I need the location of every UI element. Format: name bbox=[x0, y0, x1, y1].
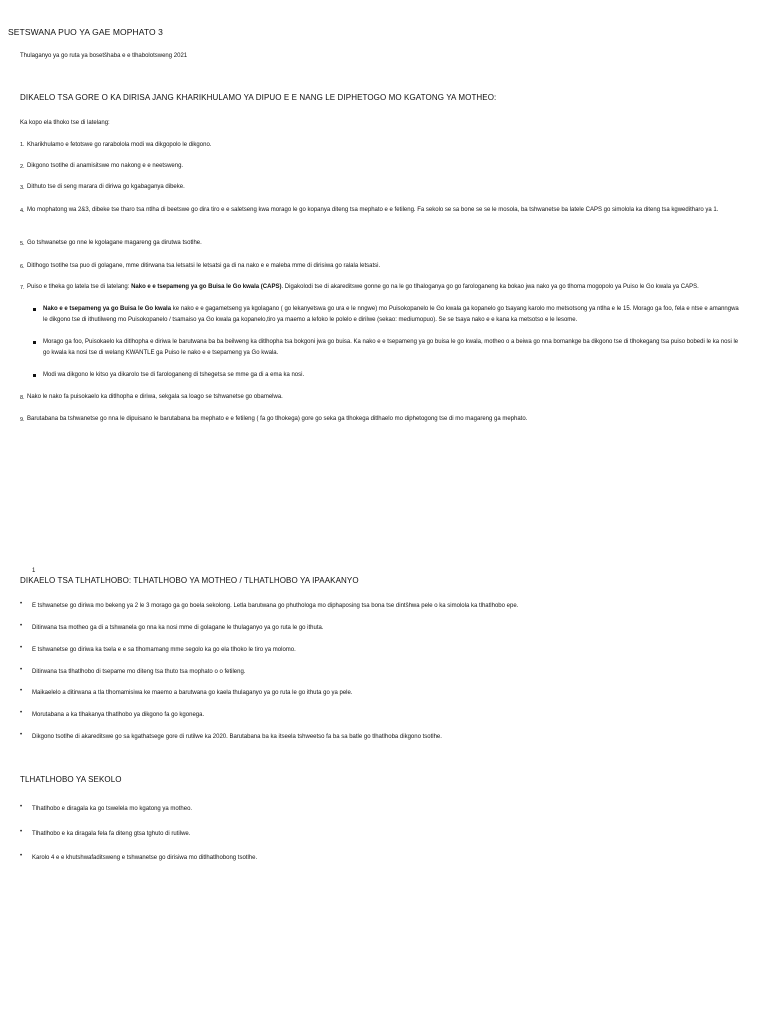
item-number: 4. bbox=[20, 208, 25, 214]
item-text: Puiso e tlheka go latela tse di latelang: bbox=[27, 284, 132, 290]
section2-heading: DIKAELO TSA TLHATLHOBO: TLHATLHOBO YA MOTHEO / TLHATLHOBO YA IPAAKANYO bbox=[20, 576, 359, 585]
list-item: Tlhatlhobo e ka diragala fela fa diteng gtsa tghuto di rutilwe. bbox=[32, 831, 191, 837]
item-number: 9. bbox=[20, 417, 25, 423]
item-number: 7. bbox=[20, 285, 25, 291]
square-bullet-icon bbox=[33, 308, 36, 311]
list-item: Nako le nako fa puisokaelo ka ditlhopha e diriwa, sekgala sa loago se tshwanetse go obamelwa. bbox=[27, 394, 283, 400]
bullet-icon: • bbox=[20, 645, 23, 651]
bullet-icon: • bbox=[20, 829, 23, 835]
bullet-icon: • bbox=[20, 601, 23, 607]
bullet-icon: • bbox=[20, 804, 23, 810]
list-item: Ditlhogo tsotlhe tsa puo di golagane, mme ditirwana tsa letsatsi le letsatsi ga di na nako e e maleba mme di dirisiwa go ralala letsatsi. bbox=[27, 263, 381, 269]
item-text: ke nako e e gagametseng ya kgolagano ( go lekanyetswa go ura e le nngwe) mo Puisokopanelo le Go kwala ga kopanelo go tsayang karolo mo metsotsong ya ntlha e le 15. Morago ga foo, fela e ntse e amanngwa le dikgono tse di ithutilweng mo Puisokopanelo / tsamaiso ya Go kwala ga kopanelo,tiro ya maemo a lefoko le polelo e dirilwe (sekao: mediumopuo). Se se tsaya nako e e kana ka metsotso e le lesome. bbox=[43, 306, 739, 323]
sub-list-item bbox=[43, 304, 743, 326]
document-title: SETSWANA PUO YA GAE MOPHATO 3 bbox=[8, 27, 163, 37]
sub-list-item: Morago ga foo, Puisokaelo ka ditlhopha e diriwa le barutwana ba ba beilweng ka ditlhopha tsa bokgoni jwa go buisa. Ka nako e e tsepameng ya go buisa le go kwala, motheo o a beiwa go nna bomankge ba dikgono tse di tlhokegang tsa puiso bobedi le ka nosi le go kwala ka nosi tse di welang KWANTLE ga Puiso le nako e e tsepameng ya Go kwala. bbox=[43, 339, 739, 356]
list-item: Karolo 4 e e khutshwafaditsweng e tshwanetse go dirisiwa mo ditlhatlhobong tsotlhe. bbox=[32, 855, 258, 861]
bullet-icon: • bbox=[20, 853, 23, 859]
list-item: Go tshwanetse go nne le kgolagane magareng ga dirutwa tsotlhe. bbox=[27, 240, 202, 246]
item-number: 8. bbox=[20, 395, 25, 401]
square-bullet-icon bbox=[33, 374, 36, 377]
list-item: Mo mophatong wa 2&3, dibeke tse tharo tsa ntlha di beetswe go dira tiro e e saletseng kwa morago le go kopanya diteng tsa mephato e e fetileng. Fa sekolo se sa bone se se le mosola, ba tshwanetse ba latele CAPS go simolola ka diteng tsa kgweditharo ya 1. bbox=[27, 207, 719, 213]
list-item: Dithuto tse di seng marara di diriwa go kgabaganya dibeke. bbox=[27, 184, 185, 190]
list-item: E tshwanetse go diriwa mo bekeng ya 2 le 3 morago ga go boela sekolong. Letla barutwana go phuthologa mo diphaposing tsa bona tse dintšhwa pele o ka simolola ka tlhatlhobo epe. bbox=[32, 603, 519, 609]
list-item bbox=[27, 282, 742, 293]
item-number: 1. bbox=[20, 142, 25, 148]
bullet-icon: • bbox=[20, 732, 23, 738]
list-item: Tlhatlhobo e diragala ka go tswelela mo kgatong ya motheo. bbox=[32, 806, 193, 812]
bullet-icon: • bbox=[20, 623, 23, 629]
bullet-icon: • bbox=[20, 688, 23, 694]
list-item: Barutabana ba tshwanetse go nna le dipuisano le barutabana ba mephato e e fetileng ( fa go tlhokega) gore go seka ga tlhokega ditlhaelo mo diphetogong tse di mo magareng ga mephato. bbox=[27, 416, 528, 422]
document-subtitle: Thulaganyo ya go ruta ya bosetšhaba e e tlhabolotsweng 2021 bbox=[20, 53, 188, 59]
bullet-icon: • bbox=[20, 667, 23, 673]
list-item: Morutabana a ka tlhakanya tlhatlhobo ya dikgono fa go kgonega. bbox=[32, 712, 205, 718]
item-text-bold: Nako e e tsepameng ya go Buisa le Go kwala (CAPS) bbox=[131, 284, 282, 290]
square-bullet-icon bbox=[33, 341, 36, 344]
list-item: Kharikhulamo e fetotswe go rarabolola modi wa dikgopolo le dikgono. bbox=[27, 142, 212, 148]
list-item: Dikgono tsotlhe di akareditswe go sa kgathatsege gore di rutilwe ka 2020. Barutabana ba ka itseela tshweetso fa ba sa batle go tlhatlhoba dikgono tsotlhe. bbox=[32, 734, 442, 740]
bullet-icon: • bbox=[20, 710, 23, 716]
page-number: 1 bbox=[32, 568, 36, 574]
list-item: Dikgono tsotlhe di anamisitswe mo nakong e e neetsweng. bbox=[27, 163, 184, 169]
list-item: E tshwanetse go diriwa ka tsela e e sa tlhomamang mme segolo ka go ela tlhoko le tiro ya molomo. bbox=[32, 647, 296, 653]
item-text-bold: Nako e e tsepameng ya go Buisa le Go kwala bbox=[43, 306, 172, 312]
item-number: 6. bbox=[20, 264, 25, 270]
section1-intro: Ka kopo ela tlhoko tse di latelang: bbox=[20, 120, 110, 126]
item-number: 5. bbox=[20, 241, 25, 247]
item-number: 3. bbox=[20, 185, 25, 191]
list-item: Ditirwana tsa tlhatlhobo di tsepame mo diteng tsa thuto tsa mophato o o fetileng. bbox=[32, 669, 246, 675]
sub-list-item: Modi wa dikgono le kitso ya dikarolo tse di farologaneng di tshegetsa se mme ga di a ema ka nosi. bbox=[43, 372, 305, 378]
item-text: . Digakolodi tse di akareditswe gonne go na le go tlhaloganya go go farologaneng ka bokao jwa nako ya go tlhoma mogopolo ya Puiso le Go kwala ya CAPS. bbox=[281, 284, 699, 290]
section3-heading: TLHATLHOBO YA SEKOLO bbox=[20, 775, 122, 784]
item-number: 2. bbox=[20, 164, 25, 170]
list-item: Maikaelelo a ditirwana a tla tlhomamisiwa ke maemo a barutwana go kaela thulaganyo ya go ruta le go ithuta go ya pele. bbox=[32, 690, 353, 696]
list-item: Ditirwana tsa motheo ga di a tshwanela go nna ka nosi mme di golagane le thulaganyo ya go ruta le go ithuta. bbox=[32, 625, 324, 631]
section1-heading: DIKAELO TSA GORE O KA DIRISA JANG KHARIKHULAMO YA DIPUO E E NANG LE DIPHETOGO MO KGATONG YA MOTHEO: bbox=[20, 93, 497, 102]
